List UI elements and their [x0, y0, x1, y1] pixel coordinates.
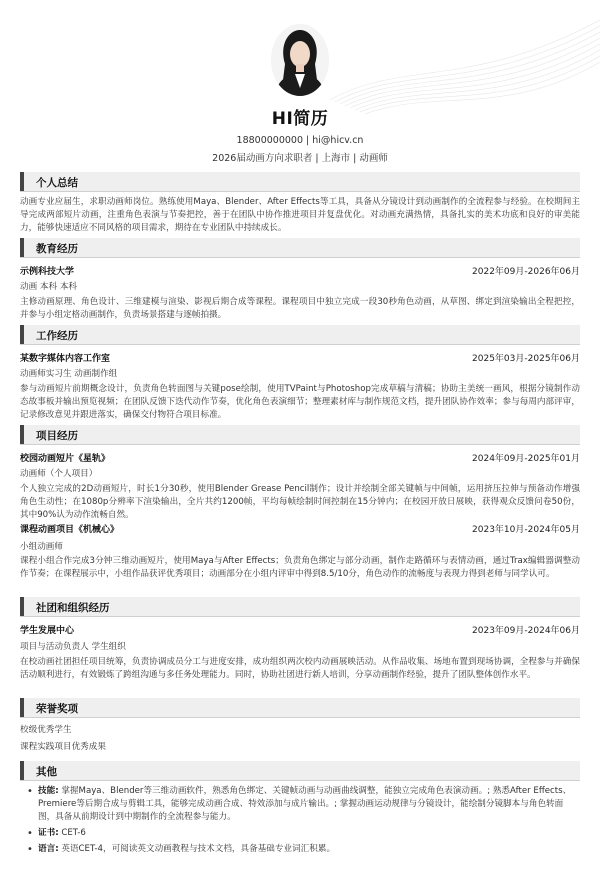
section-title: 荣誉奖项 [36, 703, 78, 715]
section-title: 工作经历 [36, 330, 78, 342]
honor-item: 校级优秀学生 [20, 725, 72, 735]
section-title: 教育经历 [36, 243, 78, 255]
activity-role: 项目与活动负责人 学生组织 [20, 642, 126, 652]
bullet-icon: • [27, 786, 33, 797]
section-title: 社团和组织经历 [36, 602, 110, 614]
project-date: 2023年10月-2024年05月 [472, 525, 580, 535]
bullet-icon: • [27, 844, 33, 855]
list-item [20, 785, 580, 824]
section-others [20, 761, 580, 783]
project-date: 2024年09月-2025年01月 [472, 454, 580, 464]
item-key: 技能: [38, 786, 59, 796]
activity-desc: 在校动画社团担任项目统筹，负责协调成员分工与进度安排，成功组织两次校内动画展映活动。从作品收集、场地布置到现场协调，全程参与并确保活动顺利进行，有效锻炼了跨组沟通与多任务处理能力。同时，协助社团进行新人培训，分享动画制作经验，提升了团队整体创作水平。 [20, 657, 580, 680]
divider [20, 191, 580, 192]
section-title: 个人总结 [36, 177, 78, 189]
item-key: 证书: [38, 828, 59, 838]
education-desc: 主修动画原理、角色设计、三维建模与渲染、影视后期合成等课程。课程项目中独立完成一段30秒角色动画，从草图、绑定到渲染输出全程把控，并参与小组定格动画制作，负责场景搭建与逐帧拍摄。 [20, 297, 580, 320]
project-role: 小组动画师 [20, 542, 63, 552]
divider [20, 257, 580, 258]
project-role: 动画师（个人项目） [20, 469, 98, 479]
work-role: 动画师实习生 动画制作组 [20, 369, 118, 379]
others-list [20, 785, 580, 856]
summary-text: 动画专业应届生，求职动画师岗位。熟练使用Maya、Blender、After Effects等工具，具备从分镜设计到动画制作的全流程参与经验。在校期间主导完成两部短片动画，注重角色表演与节奏把控，善于在团队中协作推进项目并复盘优化。对动画充满热情，具备扎实的美术功底和良好的审美能力，能够快速适应不同风格的项目需求，期待在专业团队中持续成长。 [20, 197, 580, 233]
honor-item: 课程实践项目优秀成果 [20, 742, 106, 752]
section-marker [20, 172, 24, 191]
project-name: 校园动画短片《星轨》 [20, 454, 111, 464]
job-target: 2026届动画方向求职者 | 上海市 | 动画师 [212, 153, 388, 164]
section-activities [20, 597, 580, 619]
item-value: 英语CET-4，可阅读英文动画教程与技术文档，具备基础专业词汇积累。 [58, 844, 336, 854]
divider [20, 616, 580, 617]
section-projects [20, 425, 580, 447]
section-honors [20, 698, 580, 720]
activity-date: 2023年09月-2024年06月 [472, 626, 580, 636]
portrait-photo [271, 24, 329, 96]
education-major: 动画 本科 本科 [20, 282, 78, 292]
resume-name: HI简历 [271, 109, 329, 129]
divider [20, 780, 580, 781]
divider [20, 444, 580, 445]
section-summary [20, 172, 580, 194]
list-item [20, 827, 580, 840]
item-key: 语言: [38, 844, 59, 854]
avatar [271, 24, 329, 96]
section-education [20, 238, 580, 260]
education-date: 2022年09月-2026年06月 [472, 267, 580, 277]
divider [20, 344, 580, 345]
section-marker [20, 238, 24, 257]
bullet-icon: • [27, 828, 33, 839]
education-school: 示例科技大学 [20, 267, 75, 277]
work-company: 某数字媒体内容工作室 [20, 354, 111, 364]
section-marker [20, 698, 24, 717]
contact-info: 18800000000 | hi@hicv.cn [236, 135, 364, 146]
section-marker [20, 597, 24, 616]
section-marker [20, 325, 24, 344]
item-value: 掌握Maya、Blender等三维动画软件，熟悉角色绑定、关键帧动画与动画曲线调整，能独立完成角色表演动画。; 熟悉After Effects、Premiere等后期合成与剪辑工具，能够完成动画合成、特效添加与成片输出。; 掌握动画运动规律与分镜设计，能绘制分镜脚本与角色转面图，具备从前期设计到中期制作的全流程参与能力。 [38, 786, 572, 822]
list-item [20, 843, 580, 856]
work-desc: 参与动画短片前期概念设计，负责角色转面图与关键pose绘制，使用TVPaint与Photoshop完成草稿与清稿；协助主美统一画风，根据分镜制作动态故事板并输出预览视频；在团队反馈下迭代动作节奏，优化角色表演细节；整理素材库与制作规范文档，提升团队协作效率；参与每周内部评审，记录修改意见并跟进落实，确保交付物符合项目标准。 [20, 384, 580, 420]
work-date: 2025年03月-2025年06月 [472, 354, 580, 364]
section-marker [20, 761, 24, 780]
project-desc: 个人独立完成的2D动画短片，时长1分30秒，使用Blender Grease Pencil制作；设计并绘制全部关键帧与中间帧，运用挤压拉伸与预备动作增强角色生动性；在1080p分辨率下渲染输出，全片共约1200帧，平均每帧绘制时间控制在15分钟内；在校园开放日展映，获得观众反馈问卷50份，其中90%认为动作流畅自然。 [20, 484, 580, 520]
item-value: CET-6 [58, 828, 86, 838]
divider [20, 717, 580, 718]
activity-org: 学生发展中心 [20, 626, 75, 636]
section-title: 其他 [36, 766, 57, 778]
section-title: 项目经历 [36, 430, 78, 442]
section-marker [20, 425, 24, 444]
project-name: 课程动画项目《机械心》 [20, 525, 120, 535]
section-work [20, 325, 580, 347]
project-desc: 课程小组合作完成3分钟三维动画短片，使用Maya与After Effects；负责角色绑定与部分动画，制作走路循环与表情动画，通过Trax编辑器调整动作节奏；在课程展示中，小组作品获评优秀项目；动画部分在小组内评审中得到8.5/10分，角色动作的流畅度与表现力得到老师与同学认可。 [20, 556, 580, 579]
